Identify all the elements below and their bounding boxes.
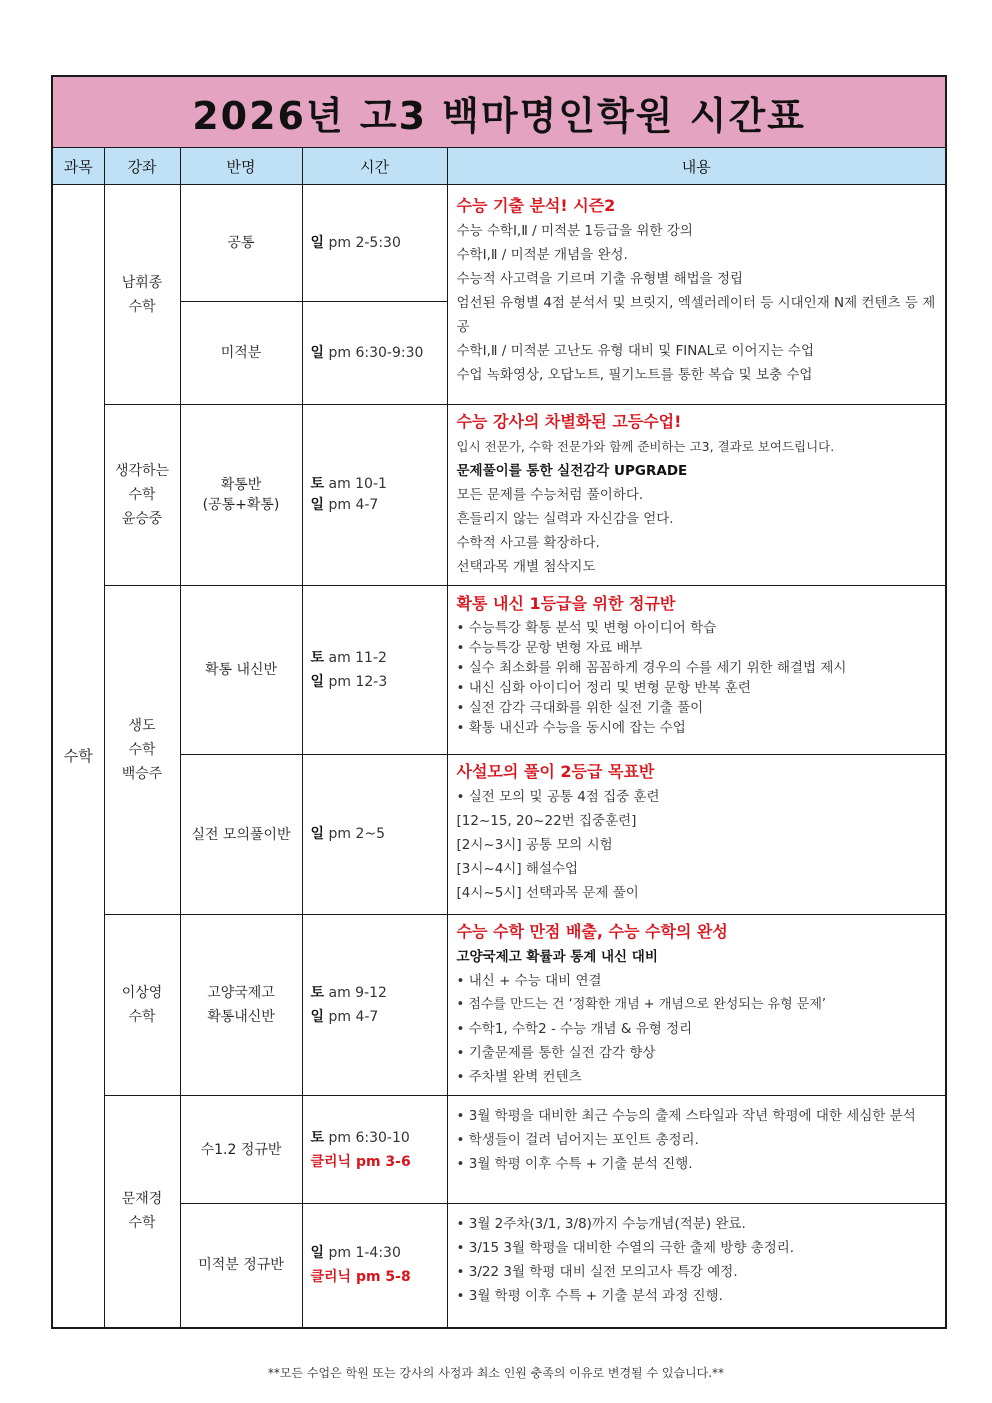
day-label: 일 (310, 234, 325, 251)
day-label: 일 (310, 1245, 325, 1262)
teacher-line: 남휘종 (121, 274, 163, 291)
bullet-item: • 3월 학평 이후 수특 + 기출 분석 과정 진행. (457, 1284, 938, 1308)
teacher-cell (104, 915, 180, 1096)
class-cell: 수1.2 정규반 (180, 1096, 302, 1204)
day-label: 토 (310, 650, 325, 666)
class-cell: 실전 모의풀이반 (180, 755, 302, 915)
time-label: pm 6:30-10 (328, 1129, 410, 1146)
bullet-item: • 3월 학평을 대비한 최근 수능의 출제 스타일과 작년 학평에 대한 세심한 분석 (457, 1104, 938, 1128)
time-cell (302, 1096, 447, 1204)
content-cell (447, 586, 946, 755)
table-row (52, 755, 946, 915)
class-cell: 미적분 (180, 302, 302, 405)
content-line: 입시 전문가, 수학 전문가와 함께 준비하는 고3, 결과로 보여드립니다. (456, 439, 835, 454)
class-cell (180, 405, 302, 586)
bullet-item: • 확통 내신과 수능을 동시에 잡는 수업 (457, 718, 938, 738)
teacher-line: 수학 (128, 742, 156, 758)
subject-cell: 수학 (52, 185, 104, 1328)
teacher-line: 이상영 (121, 985, 163, 1001)
day-label: 일 (310, 344, 325, 361)
class-cell: 공통 (180, 185, 302, 302)
content-line: 문제풀이를 통한 실전감각 UPGRADE (456, 463, 688, 479)
table-row (52, 586, 946, 755)
time-label: pm 2~5 (328, 826, 386, 842)
table-row (52, 405, 946, 586)
content-line: 엄선된 유형별 4점 분석서 및 브릿지, 엑셀러레이터 등 시대인재 N제 컨텐츠 등 제공 (456, 295, 936, 335)
content-line: [12~15, 20~22번 집중훈련] (456, 813, 637, 829)
content-line: 수능적 사고력을 기르며 기출 유형별 해법을 정립 (456, 271, 744, 287)
content-cell (447, 755, 946, 915)
time-label: pm 2-5:30 (328, 234, 401, 251)
header-content: 내용 (447, 148, 946, 185)
content-line: 흔들리지 않는 실력과 자신감을 얻다. (456, 511, 674, 527)
content-cell (447, 1096, 946, 1204)
clinic-label: 클리닉 pm 3-6 (310, 1153, 411, 1170)
bullet-item: • 학생들이 걸려 넘어지는 포인트 총정리. (457, 1128, 938, 1152)
table-row (52, 915, 946, 1096)
bullet-item: • 3월 2주차(3/1, 3/8)까지 수능개념(적분) 완료. (457, 1212, 938, 1236)
table-row (52, 1096, 946, 1204)
content-line: 수학적 사고를 확장하다. (456, 535, 600, 551)
teacher-line: 수학 (128, 1215, 156, 1232)
time-label: pm 4-7 (328, 1009, 379, 1025)
teacher-line: 수학 (128, 298, 156, 315)
bullet-item: • 내신 심화 아이디어 정리 및 변형 문항 반복 훈련 (457, 678, 938, 698)
teacher-cell (104, 586, 180, 915)
teacher-line: 문재경 (121, 1191, 163, 1208)
class-line: (공통+확통) (202, 497, 280, 513)
header-time: 시간 (302, 148, 447, 185)
time-cell (302, 405, 447, 586)
time-label: am 9-12 (328, 985, 387, 1001)
teacher-line: 백승주 (121, 766, 163, 782)
teacher-line: 윤승중 (121, 511, 163, 527)
day-label: 토 (310, 1129, 325, 1146)
content-headline: 확통 내신 1등급을 위한 정규반 (456, 594, 676, 613)
content-line: 선택과목 개별 첨삭지도 (456, 559, 596, 575)
time-cell (302, 1204, 447, 1328)
bullet-item: • 수학1, 수학2 - 수능 개념 & 유형 정리 (457, 1017, 938, 1041)
day-label: 토 (310, 985, 325, 1001)
content-line: 수학Ⅰ,Ⅱ / 미적분 개념을 완성. (456, 247, 628, 263)
class-line: 확통내신반 (207, 1009, 275, 1025)
bullet-item: • 실전 모의 및 공통 4점 집중 훈련 (457, 785, 938, 809)
clinic-label: 클리닉 pm 5-8 (310, 1269, 411, 1286)
bullet-item: • 주차별 완벽 컨텐츠 (457, 1065, 938, 1089)
time-cell (302, 755, 447, 915)
bullet-item: • 내신 + 수능 대비 연결 (457, 969, 938, 993)
time-cell (302, 586, 447, 755)
time-label: pm 6:30-9:30 (328, 344, 424, 361)
class-line: 고양국제고 (207, 985, 275, 1001)
header-class: 반명 (180, 148, 302, 185)
teacher-line: 수학 (128, 1009, 156, 1025)
content-line: 수학Ⅰ,Ⅱ / 미적분 고난도 유형 대비 및 FINAL로 이어지는 수업 (456, 343, 815, 359)
timetable-sheet (51, 75, 945, 1329)
time-label: am 10-1 (328, 476, 387, 492)
content-cell (447, 185, 946, 405)
time-cell (302, 915, 447, 1096)
content-cell (447, 915, 946, 1096)
teacher-cell (104, 185, 180, 405)
header-subject: 과목 (52, 148, 104, 185)
content-headline: 사설모의 풀이 2등급 목표반 (456, 762, 655, 781)
content-line: [2시~3시] 공통 모의 시험 (456, 837, 613, 853)
bullet-item: • 점수를 만드는 건 ‘정확한 개념 + 개념으로 완성되는 유형 문제’ (457, 993, 938, 1017)
content-cell (447, 405, 946, 586)
class-cell: 확통 내신반 (180, 586, 302, 755)
day-label: 일 (310, 497, 325, 513)
teacher-cell (104, 405, 180, 586)
time-cell (302, 302, 447, 405)
header-teacher: 강좌 (104, 148, 180, 185)
class-line: 확통반 (220, 477, 262, 493)
content-line: 모든 문제를 수능처럼 풀이하다. (456, 487, 644, 503)
day-label: 일 (310, 826, 325, 842)
time-label: pm 12-3 (328, 674, 388, 690)
time-label: pm 4-7 (328, 497, 379, 513)
content-headline: 수능 수학 만점 배출, 수능 수학의 완성 (456, 922, 728, 941)
teacher-line: 생도 (128, 718, 156, 734)
content-line: 고양국제고 확률과 통계 내신 대비 (456, 949, 658, 965)
time-label: pm 1-4:30 (328, 1245, 401, 1262)
teacher-line: 생각하는 (114, 463, 170, 479)
bullet-item: • 기출문제를 통한 실전 감각 향상 (457, 1041, 938, 1065)
day-label: 토 (310, 476, 325, 492)
page-title: 2026년 고3 백마명인학원 시간표 (52, 76, 946, 148)
bullet-item: • 수능특강 문항 변형 자료 배부 (457, 638, 938, 658)
table-row (52, 1204, 946, 1328)
class-cell (180, 915, 302, 1096)
content-line: 수업 녹화영상, 오답노트, 필기노트를 통한 복습 및 보충 수업 (456, 367, 813, 383)
content-headline: 수능 강사의 차별화된 고등수업! (456, 412, 682, 431)
bullet-item: • 수능특강 확통 분석 및 변형 아이디어 학습 (457, 618, 938, 638)
teacher-cell (104, 1096, 180, 1328)
content-line: 수능 수학Ⅰ,Ⅱ / 미적분 1등급을 위한 강의 (456, 223, 693, 239)
class-cell: 미적분 정규반 (180, 1204, 302, 1328)
bullet-item: • 실수 최소화를 위해 꼼꼼하게 경우의 수를 세기 위한 해결법 제시 (457, 658, 938, 678)
day-label: 일 (310, 1009, 325, 1025)
timetable (51, 75, 947, 1329)
content-line: [4시~5시] 선택과목 문제 풀이 (456, 885, 639, 901)
footer-note: **모든 수업은 학원 또는 강사의 사정과 최소 인원 충족의 이유로 변경될 수 있습니다.** (267, 1366, 725, 1380)
bullet-item: • 3/22 3월 학평 대비 실전 모의고사 특강 예정. (457, 1260, 938, 1284)
time-cell (302, 185, 447, 302)
content-line: [3시~4시] 해설수업 (456, 861, 579, 877)
bullet-item: • 3월 학평 이후 수특 + 기출 분석 진행. (457, 1152, 938, 1176)
day-label: 일 (310, 674, 325, 690)
content-headline: 수능 기출 분석! 시즌2 (456, 196, 616, 215)
bullet-item: • 3/15 3월 학평을 대비한 수열의 극한 출제 방향 총정리. (457, 1236, 938, 1260)
content-cell (447, 1204, 946, 1328)
table-row (52, 185, 946, 302)
bullet-item: • 실전 감각 극대화를 위한 실전 기출 풀이 (457, 698, 938, 718)
teacher-line: 수학 (128, 487, 156, 503)
header-row (52, 148, 946, 185)
time-label: am 11-2 (328, 650, 387, 666)
